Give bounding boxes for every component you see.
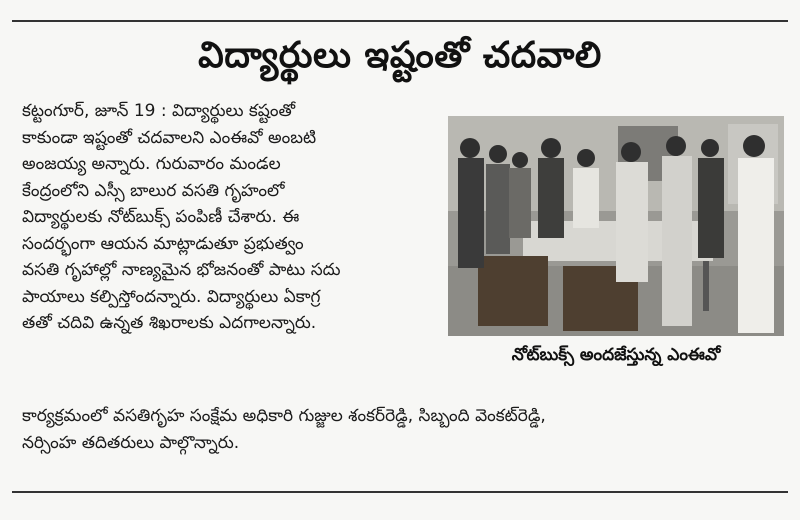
- body-line: నర్సింహ తదితరులు పాల్గొన్నారు.: [22, 433, 240, 453]
- body-line: సందర్భంగా ఆయన మాట్లాడుతూ ప్రభుత్వం: [22, 233, 304, 254]
- body-line: పాయాలు కల్పిస్తోందన్నారు. విద్యార్థులు ఏకాగ్ర: [22, 286, 321, 307]
- top-divider: [12, 20, 788, 22]
- body-line: కాకుండా ఇష్టంతో చదవాలని ఎంఈవో అంబటి: [22, 127, 317, 148]
- next-article-head: [14, 498, 784, 520]
- body-line: తతో చదివి ఉన్నత శిఖరాలకు ఎదగాలన్నారు.: [22, 313, 317, 333]
- article-body: [22, 98, 442, 337]
- photo-caption: నోట్‌బుక్స్ అందజేస్తున్న ఎంఈవో: [511, 345, 721, 365]
- body-line: కట్టంగూర్, జూన్ 19 : విద్యార్థులు కష్టంతో: [22, 101, 296, 121]
- body-line: కేంద్రంలోని ఎస్సీ బాలుర వసతి గృహంలో: [22, 180, 285, 201]
- news-photo: [448, 116, 784, 336]
- previous-article-tail: [14, 0, 784, 10]
- article-body-continued: [22, 403, 788, 457]
- body-line: వసతి గృహాల్లో నాణ్యమైన భోజనంతో పాటు సదు: [22, 260, 341, 280]
- body-line: కార్యక్రమంలో వసతిగృహ సంక్షేమ అధికారి గుజ్జుల శంకర్‌రెడ్డి, సిబ్బంది వెంకట్‌రెడ్డి,: [22, 406, 546, 426]
- students-photo-image: [448, 116, 784, 336]
- bottom-divider: [12, 491, 788, 493]
- body-line: విద్యార్థులకు నోట్‌బుక్స్ పంపిణీ చేశారు. ఈ: [22, 207, 300, 227]
- headline: విద్యార్థులు ఇష్టంతో చదవాలి: [198, 35, 602, 76]
- body-line: అంజయ్య అన్నారు. గురువారం మండల: [22, 154, 281, 174]
